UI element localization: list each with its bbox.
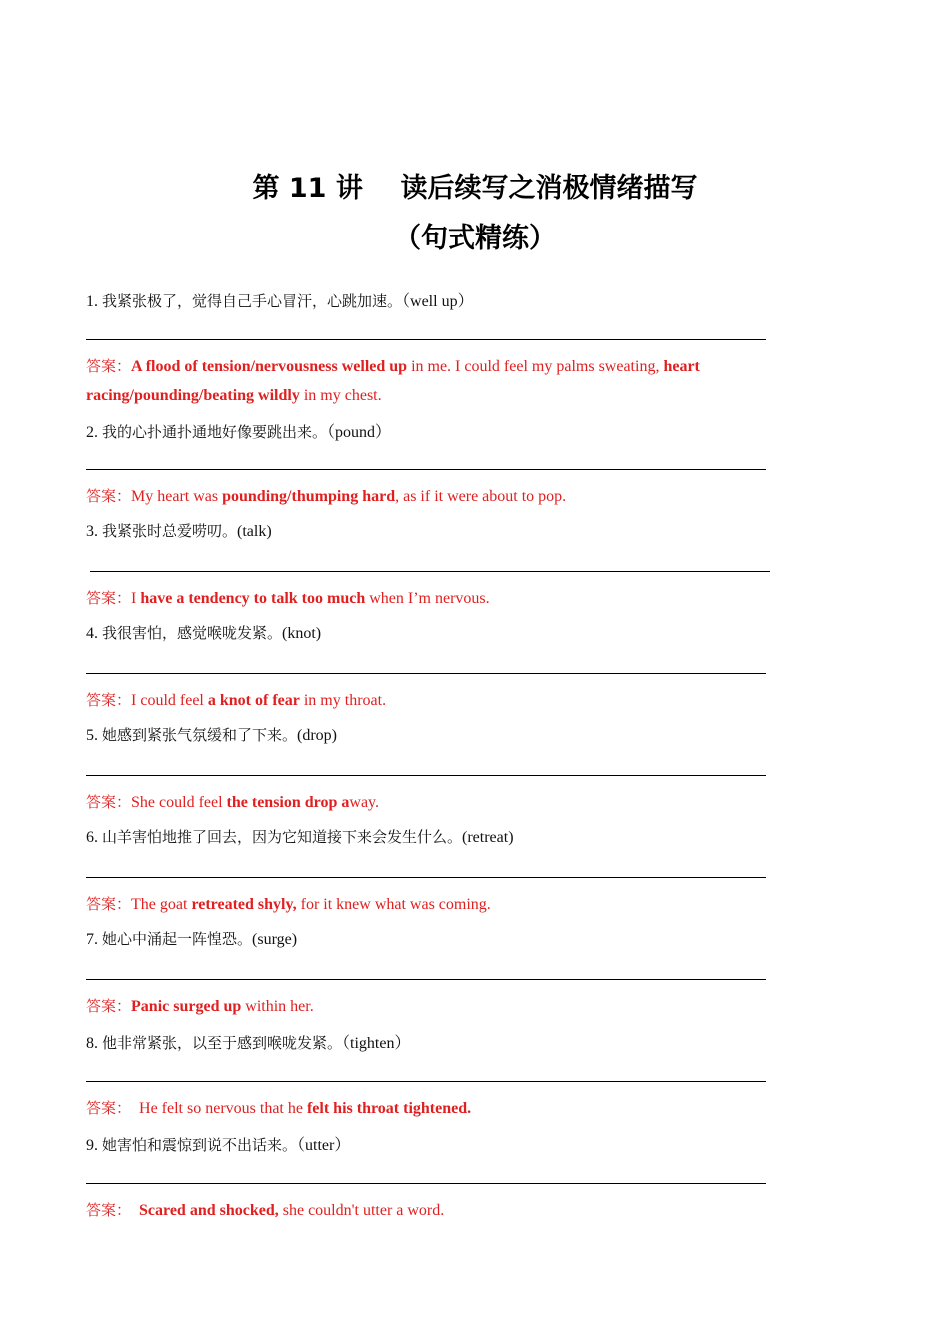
question-text: 她感到紧张气氛缓和了下来。 xyxy=(102,726,298,744)
answer-key-phrase: heart racing/pounding/beating wildly xyxy=(86,358,704,404)
question-8 xyxy=(86,1030,410,1053)
question-number: 8. xyxy=(86,1035,102,1052)
answer-2 xyxy=(86,482,766,511)
answer-text: in my throat. xyxy=(299,692,387,709)
answer-label: 答案： xyxy=(86,357,132,375)
answer-key-phrase: Panic surged up xyxy=(131,998,242,1015)
question-text: 她心中涌起一阵惶恐。 xyxy=(102,930,253,948)
question-1 xyxy=(86,288,474,311)
answer-key-phrase: retreated shyly, xyxy=(191,896,297,913)
answer-label: 答案： xyxy=(86,1099,132,1117)
question-9 xyxy=(86,1132,350,1155)
answer-text: My heart was xyxy=(131,488,223,505)
question-hint: （pound） xyxy=(327,424,392,441)
question-6 xyxy=(86,826,514,847)
answer-text: she couldn't utter a word. xyxy=(278,1202,445,1219)
question-number: 6. xyxy=(86,829,102,846)
answer-text: in my chest. xyxy=(299,387,382,404)
question-5 xyxy=(86,724,337,745)
question-number: 2. xyxy=(86,424,102,441)
question-hint: (talk) xyxy=(237,523,272,540)
answer-3 xyxy=(86,584,766,613)
answer-text: within her. xyxy=(241,998,314,1015)
answer-blank-line xyxy=(86,1081,766,1082)
answer-9 xyxy=(86,1196,766,1225)
answer-7 xyxy=(86,992,766,1021)
question-text: 他非常紧张，以至于感到喉咙发紧。 xyxy=(102,1034,343,1052)
answer-blank-line xyxy=(86,775,766,776)
answer-text: She could feel xyxy=(131,794,227,811)
answer-blank-line xyxy=(86,469,766,470)
answer-text: way. xyxy=(349,794,380,811)
question-text: 我紧张极了，觉得自己手心冒汗，心跳加速。 xyxy=(102,292,403,310)
answer-blank-line xyxy=(86,1183,766,1184)
answer-text: when I’m nervous. xyxy=(365,590,490,607)
question-hint: (retreat) xyxy=(462,829,514,846)
answer-6 xyxy=(86,890,766,919)
page-title: 第 11 讲 读后续写之消极情绪描写 xyxy=(252,173,698,204)
question-4 xyxy=(86,622,321,643)
answer-label: 答案： xyxy=(86,793,132,811)
answer-1 xyxy=(86,352,766,410)
answer-key-phrase: pounding/thumping hard xyxy=(222,488,396,505)
question-7 xyxy=(86,928,297,949)
question-text: 她害怕和震惊到说不出话来。 xyxy=(102,1136,298,1154)
answer-blank-line xyxy=(90,571,770,572)
answer-key-phrase: have a tendency to talk too much xyxy=(140,590,366,607)
question-number: 9. xyxy=(86,1137,102,1154)
question-number: 3. xyxy=(86,523,102,540)
question-hint: (drop) xyxy=(297,727,337,744)
answer-text: I xyxy=(131,590,141,607)
question-number: 1. xyxy=(86,293,102,310)
question-2 xyxy=(86,419,391,442)
answer-8 xyxy=(86,1094,766,1123)
question-3 xyxy=(86,520,272,541)
question-hint: （well up） xyxy=(402,293,474,310)
answer-key-phrase: the tension drop a xyxy=(226,794,350,811)
question-hint: （utter） xyxy=(297,1137,351,1154)
answer-text: The goat xyxy=(131,896,192,913)
answer-label: 答案： xyxy=(86,997,132,1015)
answer-label: 答案： xyxy=(86,1201,132,1219)
question-number: 7. xyxy=(86,931,102,948)
question-text: 我紧张时总爱唠叨。 xyxy=(102,522,238,540)
question-hint: (surge) xyxy=(252,931,298,948)
answer-blank-line xyxy=(86,339,766,340)
answer-text: He felt so nervous that he xyxy=(131,1100,307,1117)
answer-4 xyxy=(86,686,766,715)
answer-key-phrase: A flood of tension/nervousness welled up xyxy=(131,358,408,375)
question-text: 我的心扑通扑通地好像要跳出来。 xyxy=(102,423,328,441)
question-text: 山羊害怕地推了回去，因为它知道接下来会发生什么。 xyxy=(102,828,463,846)
answer-text: in me. I could feel my palms sweating, xyxy=(407,358,664,375)
question-number: 4. xyxy=(86,625,102,642)
answer-text: for it knew what was coming. xyxy=(296,896,491,913)
question-number: 5. xyxy=(86,727,102,744)
answer-label: 答案： xyxy=(86,895,132,913)
page-subtitle: （句式精练） xyxy=(394,223,556,254)
answer-label: 答案： xyxy=(86,589,132,607)
answer-blank-line xyxy=(86,979,766,980)
answer-text xyxy=(131,1202,139,1219)
answer-blank-line xyxy=(86,877,766,878)
answer-blank-line xyxy=(86,673,766,674)
answer-key-phrase: Scared and shocked, xyxy=(139,1202,279,1219)
answer-key-phrase: a knot of fear xyxy=(207,692,300,709)
answer-text: I could feel xyxy=(131,692,208,709)
answer-5 xyxy=(86,788,766,817)
answer-text: , as if it were about to pop. xyxy=(395,488,567,505)
question-text: 我很害怕，感觉喉咙发紧。 xyxy=(102,624,283,642)
question-hint: (knot) xyxy=(282,625,322,642)
question-hint: （tighten） xyxy=(342,1035,411,1052)
answer-label: 答案： xyxy=(86,691,132,709)
answer-key-phrase: felt his throat tightened. xyxy=(306,1100,472,1117)
answer-label: 答案： xyxy=(86,487,132,505)
